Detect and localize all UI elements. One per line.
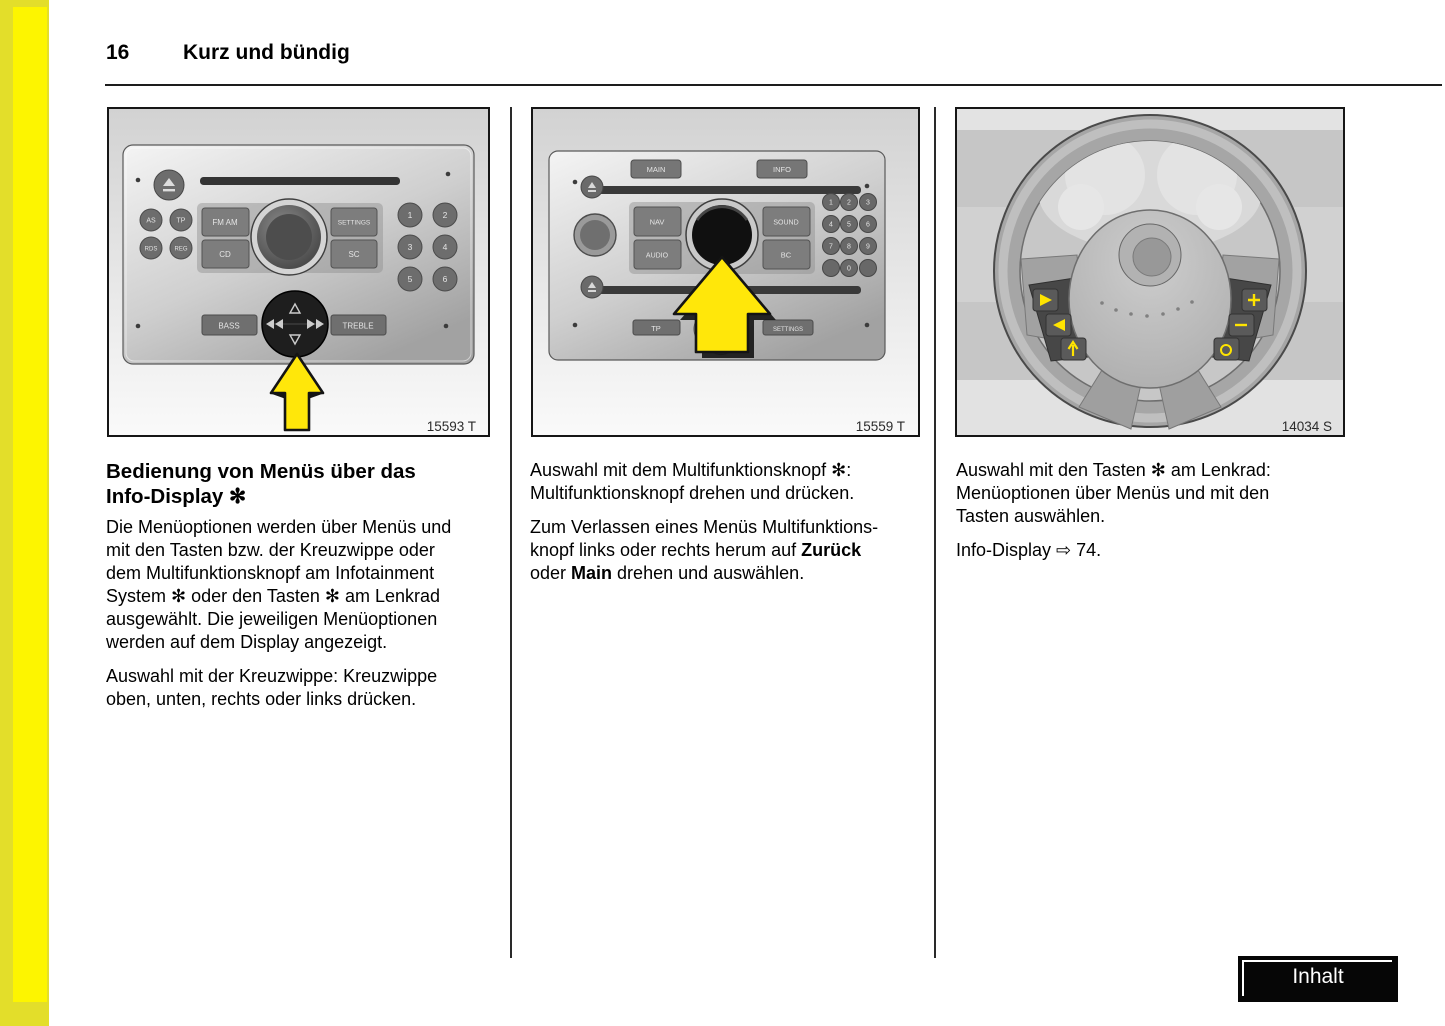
eject-button-lower xyxy=(581,276,603,298)
paragraph: Auswahl mit der Kreuzwippe: Kreuzwippe oben, unten, rechts oder links drücken. xyxy=(106,666,438,709)
section-heading: Bedienung von Menüs über das Info-Display ✻ xyxy=(106,460,416,508)
sc-button xyxy=(331,240,377,268)
preset-2: 2 xyxy=(442,210,448,220)
column-3 xyxy=(956,459,1360,573)
hub-inner xyxy=(1133,238,1171,276)
inhalt-button-label: Inhalt xyxy=(1292,965,1344,988)
eject-button xyxy=(581,176,603,198)
tp-button-label: TP xyxy=(176,217,186,225)
settings-button xyxy=(331,208,377,236)
settings-label: SETTINGS xyxy=(337,219,371,227)
bass-button xyxy=(202,315,257,335)
main-label: MAIN xyxy=(646,165,666,174)
figure-radio-crosspad xyxy=(107,107,490,437)
preset-1: 1 xyxy=(407,210,413,220)
steering-wheel xyxy=(994,115,1306,429)
key-9: 9 xyxy=(866,243,870,251)
figure-radio-multifunction-knob xyxy=(531,107,920,437)
paragraph: Auswahl mit den Tasten ✻ am Lenkrad: Menüoptionen über Menüs und mit den Tasten auswählen. xyxy=(956,460,1271,526)
paragraph: Auswahl mit dem Multifunktionsknopf ✻: Multifunktionsknopf drehen und drücken. xyxy=(530,460,855,503)
figure3-label: 14034 S xyxy=(1281,419,1332,434)
inhalt-button[interactable] xyxy=(1238,956,1398,1002)
key-6: 6 xyxy=(866,221,870,229)
paragraph: Info-Display ⇨ 74. xyxy=(956,540,1102,560)
key-0: 0 xyxy=(847,265,851,273)
column-separator-1 xyxy=(510,107,512,958)
fmam-button xyxy=(202,208,249,236)
as-button-label: AS xyxy=(146,217,156,225)
key-2: 2 xyxy=(847,199,851,207)
bass-label: BASS xyxy=(218,321,240,331)
reg-button-label: REG xyxy=(174,246,188,253)
preset-6: 6 xyxy=(442,274,448,284)
treble-button xyxy=(331,315,386,335)
paragraph: Zum Verlassen eines Menüs Multifunktions- knopf links oder rechts herum auf Zurück oder Main drehen und auswählen. xyxy=(530,517,879,583)
figure1-label: 15593 T xyxy=(426,419,476,434)
info-button xyxy=(757,160,807,178)
rds-button-label: RDS xyxy=(144,246,158,253)
cd-slot xyxy=(200,177,400,185)
preset-4: 4 xyxy=(442,242,448,252)
treble-label: TREBLE xyxy=(342,321,374,331)
yellow-stripe-inner xyxy=(13,7,47,1002)
cd-button xyxy=(202,240,249,268)
column-separator-2 xyxy=(934,107,936,958)
volume-knob xyxy=(574,214,616,256)
cd-label: CD xyxy=(219,250,231,259)
column-1 xyxy=(106,459,508,722)
preset-5: 5 xyxy=(407,274,413,284)
key-1: 1 xyxy=(829,199,833,207)
key-7: 7 xyxy=(829,243,833,251)
cross-pad xyxy=(262,291,328,357)
tp-button xyxy=(633,320,680,335)
tp-label: TP xyxy=(651,324,661,333)
figure-steering-wheel xyxy=(955,107,1345,437)
nav-label: NAV xyxy=(649,217,665,227)
audio-button xyxy=(634,240,681,269)
eject-button xyxy=(154,170,184,200)
column-2 xyxy=(530,459,934,596)
page-title: Kurz und bündig xyxy=(183,41,350,64)
key-3: 3 xyxy=(866,199,870,207)
main-button xyxy=(631,160,681,178)
audio-label: AUDIO xyxy=(645,252,669,260)
info-label: INFO xyxy=(773,165,791,174)
tuner-knob xyxy=(251,199,327,275)
key-4: 4 xyxy=(829,221,833,229)
header-rule xyxy=(105,84,1442,86)
key-5: 5 xyxy=(847,221,851,229)
figure2-label: 15559 T xyxy=(855,419,905,434)
settings-label: SETTINGS xyxy=(772,327,804,333)
sound-label: SOUND xyxy=(773,219,799,227)
preset-3: 3 xyxy=(407,242,413,252)
fmam-label: FM AM xyxy=(212,218,238,227)
bc-button xyxy=(763,240,810,269)
cd-slot-upper xyxy=(586,186,861,194)
page-number: 16 xyxy=(106,41,130,64)
paragraph: Die Menüoptionen werden über Menüs und mit den Tasten bzw. der Kreuzwippe oder dem Multifunktionsknopf am Infotainment System ✻ oder den Tasten ✻ am Lenkrad ausgewählt. Die jeweiligen Menüoptionen werden auf dem Display angezeigt. xyxy=(106,517,452,652)
settings-button xyxy=(763,320,813,335)
nav-button xyxy=(634,207,681,236)
sound-button xyxy=(763,207,810,236)
key-8: 8 xyxy=(847,243,851,251)
bc-label: BC xyxy=(780,250,792,260)
sc-label: SC xyxy=(348,250,360,259)
